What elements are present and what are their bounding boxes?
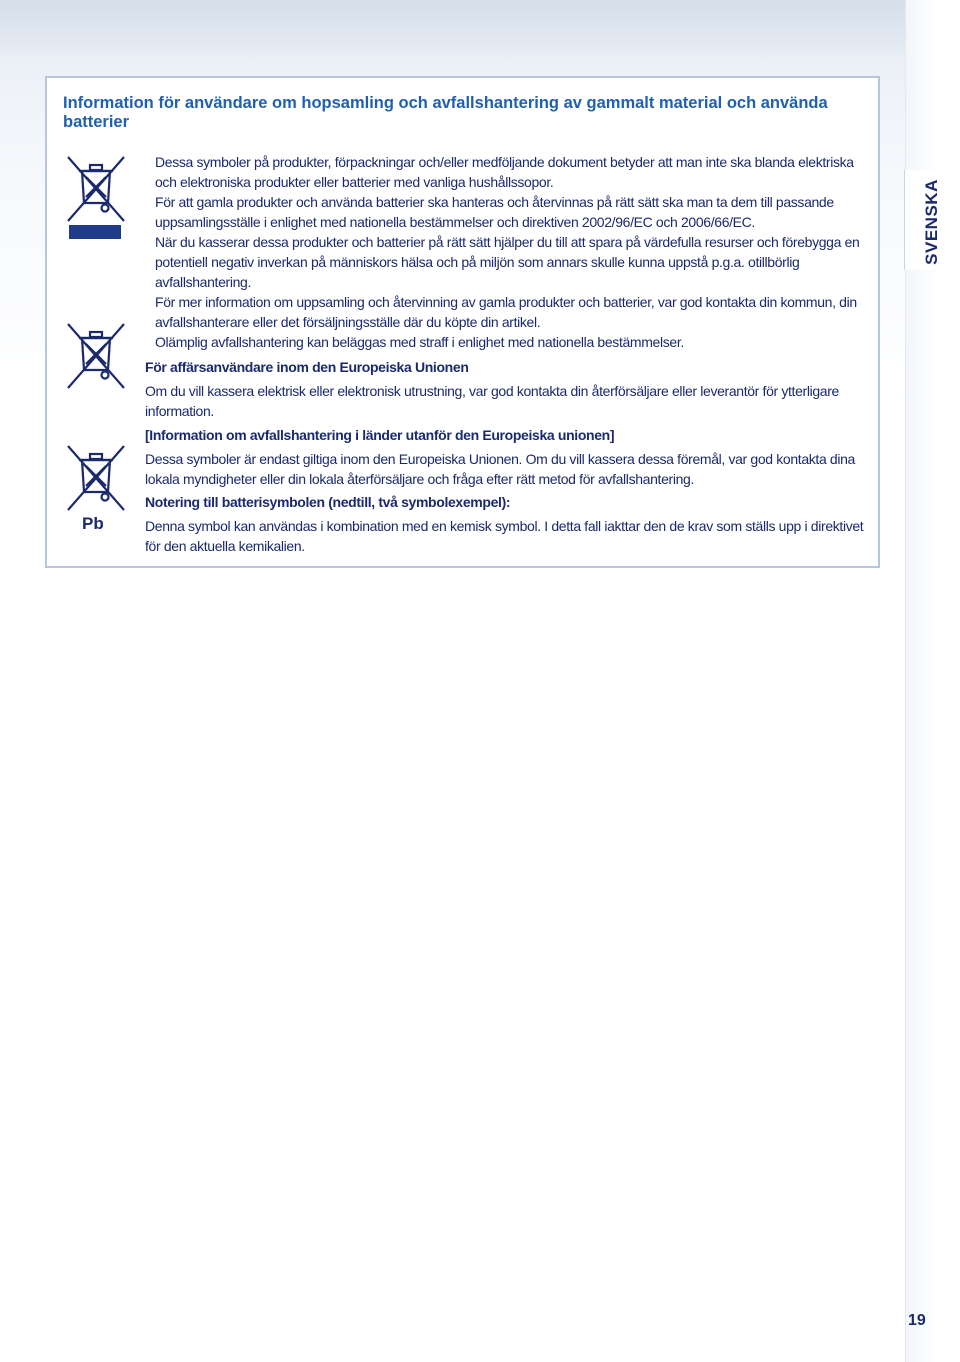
crossed-battery-bin-icon — [64, 444, 128, 514]
battery-note-section — [145, 492, 865, 556]
chemical-symbol-label: Pb — [82, 514, 104, 533]
page-number: 19 — [908, 1312, 926, 1329]
main-section — [155, 152, 860, 352]
black-bar-icon — [69, 225, 121, 239]
paragraph: Olämplig avfallshantering kan beläggas med straff i enlighet med nationella bestämmelser. — [155, 334, 684, 350]
page-title: Information för användare om hopsamling och avfallshantering av gammalt material och använda batterier — [63, 94, 828, 131]
paragraph: För mer information om uppsamling och återvinning av gamla produkter och batterier, var god kontakta din kommun, din avfallshanterare eller det försäljningsställe där du köpte din artikel. — [155, 294, 857, 330]
section-heading: För affärsanvändare inom den Europeiska Unionen — [145, 359, 469, 375]
paragraph: För att gamla produkter och använda batterier ska hanteras och återvinnas på rätt sätt ska man ta dem till passande uppsamlingsställe i enlighet med nationella bestämmelser och direktiven 2002/96/EC och 2006/66/EC. — [155, 194, 834, 230]
business-section — [145, 357, 855, 421]
crossed-bin-icon — [64, 155, 128, 225]
outside-eu-section — [145, 425, 860, 489]
crossed-bin-icon — [64, 322, 128, 392]
section-body: Denna symbol kan användas i kombination med en kemisk symbol. I detta fall iakttar den de krav som ställs upp i direktivet för den aktuella kemikalien. — [145, 518, 864, 554]
section-body: Om du vill kassera elektrisk eller elektronisk utrustning, var god kontakta din återförsäljare eller leverantör för ytterligare information. — [145, 383, 839, 419]
page-shading — [0, 0, 905, 60]
section-heading: Notering till batterisymbolen (nedtill, två symbolexempel): — [145, 494, 511, 510]
paragraph: När du kasserar dessa produkter och batterier på rätt sätt hjälper du till att spara på värdefulla resurser och förebygga en potentiell negativ inverkan på människors hälsa och på miljön som annars skulle kunna uppstå p.g.a. otillbörlig avfallshantering. — [155, 234, 860, 290]
language-tab-label: SVENSKA — [922, 179, 941, 265]
section-body: Dessa symboler är endast giltiga inom den Europeiska Unionen. Om du vill kassera dessa föremål, var god kontakta dina lokala myndigheter eller din lokala återförsäljare och fråga efter rätt metod för avfallshantering. — [145, 451, 855, 487]
section-heading: [Information om avfallshantering i länder utanför den Europeiska unionen] — [145, 427, 615, 443]
paragraph: Dessa symboler på produkter, förpackningar och/eller medföljande dokument betyder att man inte ska blanda elektriska och elektroniska produkter eller batterier med vanliga hushållssopor. — [155, 154, 854, 190]
